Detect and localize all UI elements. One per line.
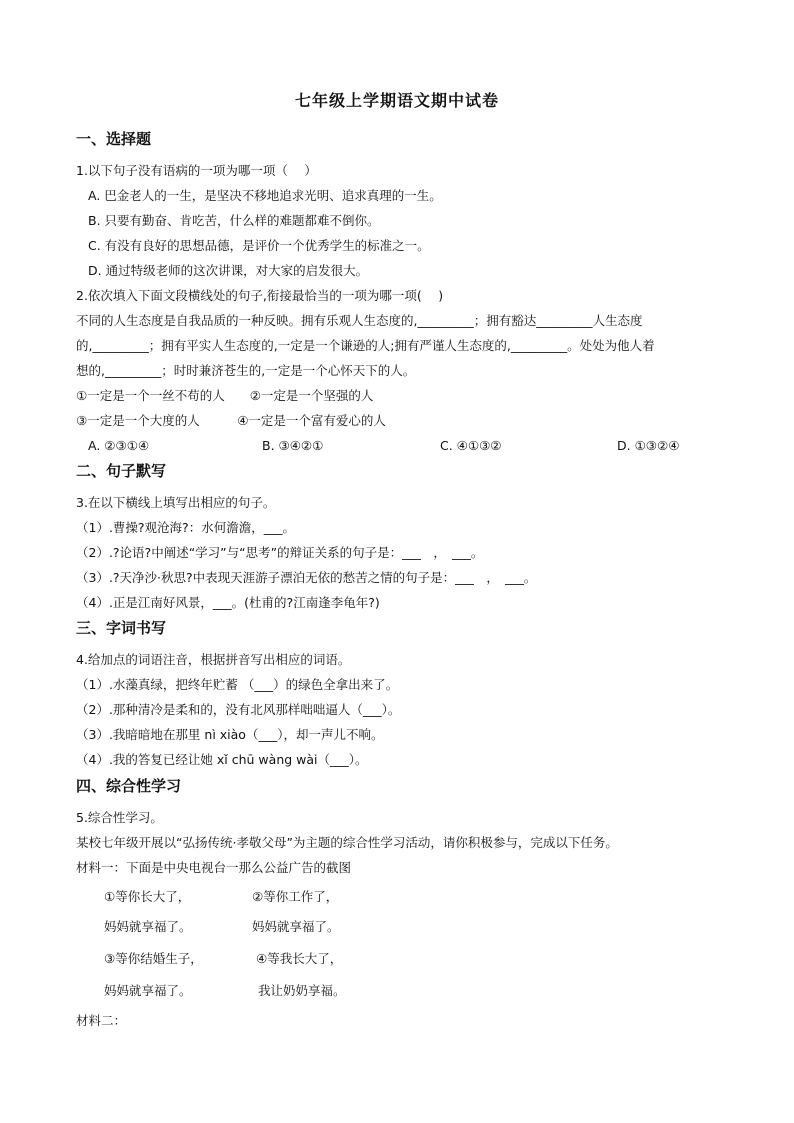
ad-caption-3: ③等你结婚生子， — [104, 951, 203, 966]
q2-sentences-2: ③一定是一个大度的人 ④一定是一个富有爱心的人 — [76, 413, 386, 428]
section-heading-choice: 一、选择题 — [76, 130, 152, 148]
ad-caption-2: ②等你工作了， — [252, 889, 339, 904]
q2-passage-line-1: 不同的人生态度是自我品质的一种反映。拥有乐观人生态度的,_________；拥有豁达_________人生态度 — [76, 313, 643, 328]
q1-stem: 1.以下句子没有语病的一项为哪一项（ ） — [76, 163, 317, 178]
ad-caption-1: ①等你长大了， — [104, 889, 191, 904]
q1-option-d: D. 通过特级老师的这次讲课，对大家的启发很大。 — [88, 263, 369, 278]
material-1-label: 材料一：下面是中央电视台一那么公益广告的截图 — [76, 860, 352, 875]
ad-caption-2-line-2: 妈妈就享福了。 — [252, 919, 340, 934]
page-title: 七年级上学期语文期中试卷 — [294, 91, 499, 110]
q4-item-2: （2）.那种清冷是柔和的，没有北风那样咄咄逼人（___）。 — [76, 702, 401, 717]
ad-caption-1-line-2: 妈妈就享福了。 — [104, 919, 192, 934]
section-heading-words: 三、字词书写 — [76, 619, 167, 637]
section-heading-comprehensive: 四、综合性学习 — [76, 777, 182, 795]
q3-item-3: （3）.?天净沙·秋思?中表现天涯游子漂泊无依的愁苦之情的句子是：___ ， ___。 — [76, 570, 537, 585]
q1-option-b: B. 只要有勤奋、肯吃苦，什么样的难题都难不倒你。 — [88, 213, 380, 228]
section-heading-recitation: 二、句子默写 — [76, 462, 167, 480]
q2-passage-line-3: 想的,_________；时时兼济苍生的,一定是一个心怀天下的人。 — [76, 363, 416, 378]
q2-passage-line-2: 的,_________；拥有平实人生态度的,一定是一个谦逊的人;拥有严谨人生态度的,_________。处处为他人着 — [76, 338, 655, 353]
q3-item-2: （2）.?论语?中阐述“学习”与“思考”的辩证关系的句子是：___ ， ___。 — [76, 545, 484, 560]
ad-caption-4: ④等我长大了， — [256, 951, 343, 966]
q4-item-3: （3）.我暗暗地在那里 nì xiào（___），却一声儿不响。 — [76, 727, 384, 742]
q3-stem: 3.在以下横线上填写出相应的句子。 — [76, 495, 276, 510]
q3-item-4: （4）.正是江南好风景，___。(杜甫的?江南逢李龟年?) — [76, 595, 380, 610]
q4-item-1: （1）.水藻真绿，把终年贮蓄 （___）的绿色全拿出来了。 — [76, 677, 399, 692]
q4-stem: 4.给加点的词语注音，根据拼音写出相应的词语。 — [76, 652, 351, 667]
q2-sentences-1: ①一定是一个一丝不苟的人 ②一定是一个坚强的人 — [76, 388, 374, 403]
q2-option-b: B. ③④②① — [262, 438, 324, 453]
q2-option-c: C. ④①③② — [440, 438, 502, 453]
material-2-label: 材料二： — [76, 1013, 127, 1028]
q2-option-d: D. ①③②④ — [617, 438, 680, 453]
q2-stem: 2.依次填入下面文段横线处的句子,衔接最恰当的一项为哪一项( ) — [76, 288, 444, 303]
q3-item-1: （1）.曹操?观沧海?：水何澹澹，___。 — [76, 520, 295, 535]
q1-option-c: C. 有没有良好的思想品德，是评价一个优秀学生的标准之一。 — [88, 238, 430, 253]
q5-intro: 某校七年级开展以“弘扬传统·孝敬父母”为主题的综合性学习活动，请你积极参与，完成以下任务。 — [76, 835, 618, 850]
q2-option-a: A. ②③①④ — [88, 438, 150, 453]
q5-stem: 5.综合性学习。 — [76, 810, 163, 825]
ad-caption-4-line-2: 我让奶奶享福。 — [258, 983, 346, 998]
ad-caption-3-line-2: 妈妈就享福了。 — [104, 983, 192, 998]
q4-item-4: （4）.我的答复已经让她 xǐ chū wàng wài（___）。 — [76, 752, 368, 767]
q1-option-a: A. 巴金老人的一生，是坚决不移地追求光明、追求真理的一生。 — [88, 188, 442, 203]
